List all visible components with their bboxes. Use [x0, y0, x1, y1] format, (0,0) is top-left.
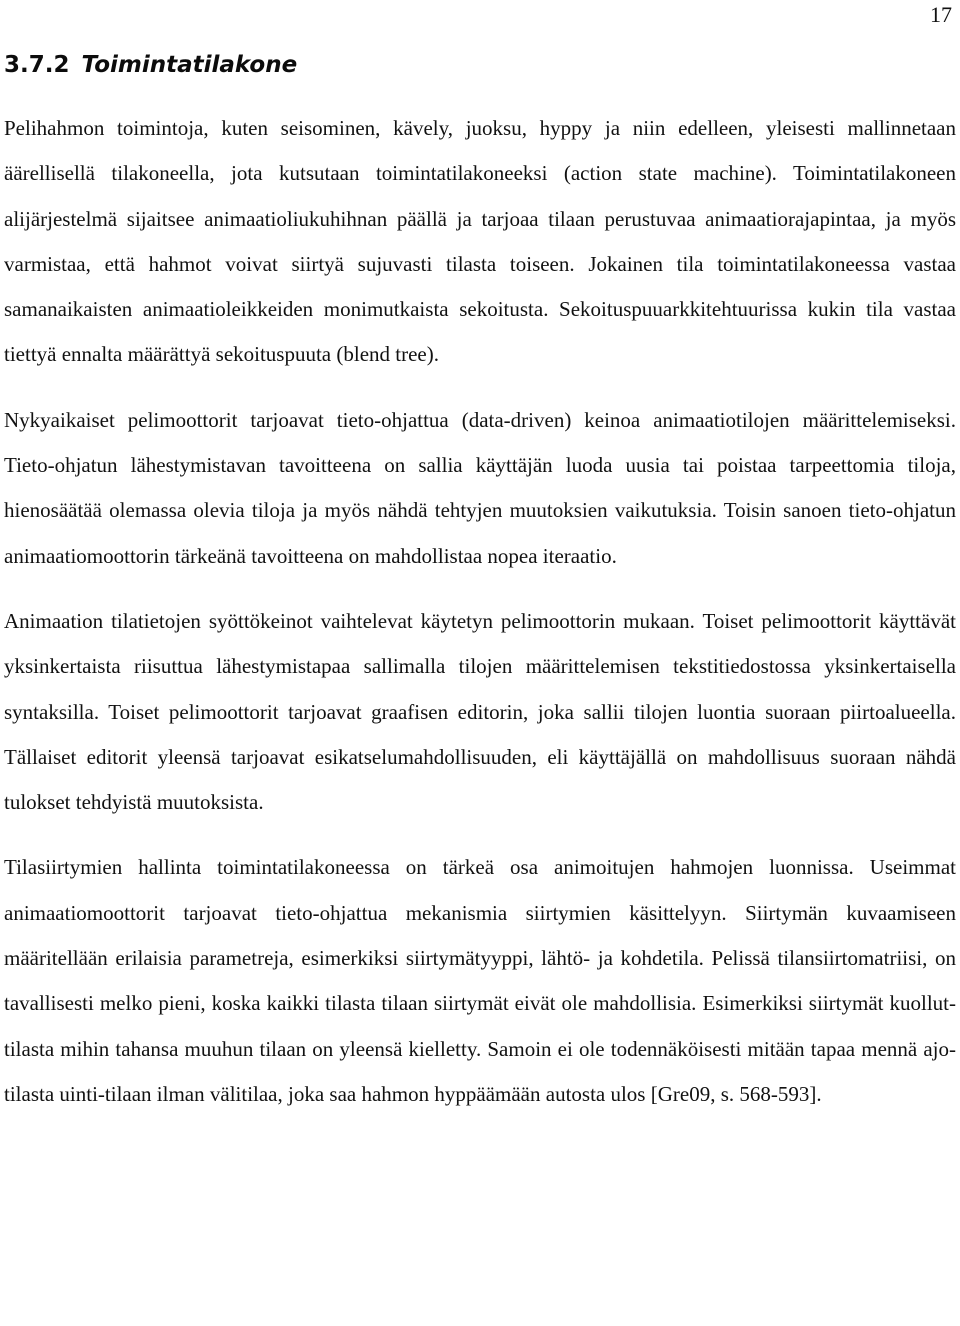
- page-number: 17: [930, 2, 952, 27]
- section-heading: [4, 50, 297, 80]
- paragraph-data-driven: Nykyaikaiset pelimoottorit tarjoavat tieto-ohjattua (data-driven) keinoa animaatiotilojen määrittelemiseksi. Tieto-ohjatun lähestymistavan tavoitteena on sallia käyttäjän luoda uusia tai poistaa tarpeettomia tiloja, hienosäätää olemassa olevia tiloja ja myös nähdä tehtyjen muutoksien vaikutuksia. Toisin sanoen tieto-ohjatun animaatiomoottorin tärkeänä tavoitteena on mahdollistaa nopea iteraatio.: [4, 407, 956, 568]
- section-title: Toimintatilakone: [81, 52, 298, 78]
- paragraph-state-input: Animaation tilatietojen syöttökeinot vaihtelevat käytetyn pelimoottorin mukaan. Toiset pelimoottorit käyttävät yksinkertaista riisuttua lähestymistapaa sallimalla tilojen määrittelemisen tekstitiedostossa yksinkertaisella syntaksilla. Toiset pelimoottorit tarjoavat graafisen editorin, joka sallii tilojen luontia suoraan piirtoalueella. Tällaiset editorit yleensä tarjoavat esikatselumahdollisuuden, eli käyttäjällä on mahdollisuus suoraan nähdä tulokset tehdyistä muutoksista.: [4, 608, 956, 815]
- paragraph-transitions: Tilasiirtymien hallinta toimintatilakoneessa on tärkeä osa animoitujen hahmojen luonnissa. Useimmat animaatiomoottorit tarjoavat tieto-ohjattua mekanismia siirtymien käsittelyyn. Siirtymän kuvaamiseen määritellään erilaisia parametreja, esimerkiksi siirtymätyyppi, lähtö- ja kohdetila. Pelissä tilansiirtomatriisi, on tavallisesti melko pieni, koska kaikki tilasta tilaan siirtymät eivät ole mahdollisia. Esimerkiksi siirtymät kuollut-tilasta mihin tahansa muuhun tilaan on yleensä kielletty. Samoin ei ole todennäköisesti mitään tapaa mennä ajo-tilasta uinti-tilaan ilman välitilaa, joka saa hahmon hyppäämään autosta ulos [Gre09, s. 568-593].: [4, 855, 956, 1106]
- section-number: 3.7.2: [4, 52, 70, 78]
- body-text: [4, 106, 956, 1137]
- paragraph-action-state-machine: Pelihahmon toimintoja, kuten seisominen, kävely, juoksu, hyppy ja niin edelleen, yleisesti mallinnetaan äärellisellä tilakoneella, jota kutsutaan toimintatilakoneeksi (action state machine). Toimintatilakoneen alijärjestelmä sijaitsee animaatioliukuhihnan päällä ja tarjoaa tilaan perustuvaa animaatiorajapintaa, ja myös varmistaa, että hahmot voivat siirtyä sujuvasti tilasta toiseen. Jokainen tila toimintatilakoneessa vastaa samanaikaisten animaatioleikkeiden monimutkaista sekoitusta. Sekoituspuuarkkitehtuurissa kukin tila vastaa tiettyä ennalta määrättyä sekoituspuuta (blend tree).: [4, 116, 956, 367]
